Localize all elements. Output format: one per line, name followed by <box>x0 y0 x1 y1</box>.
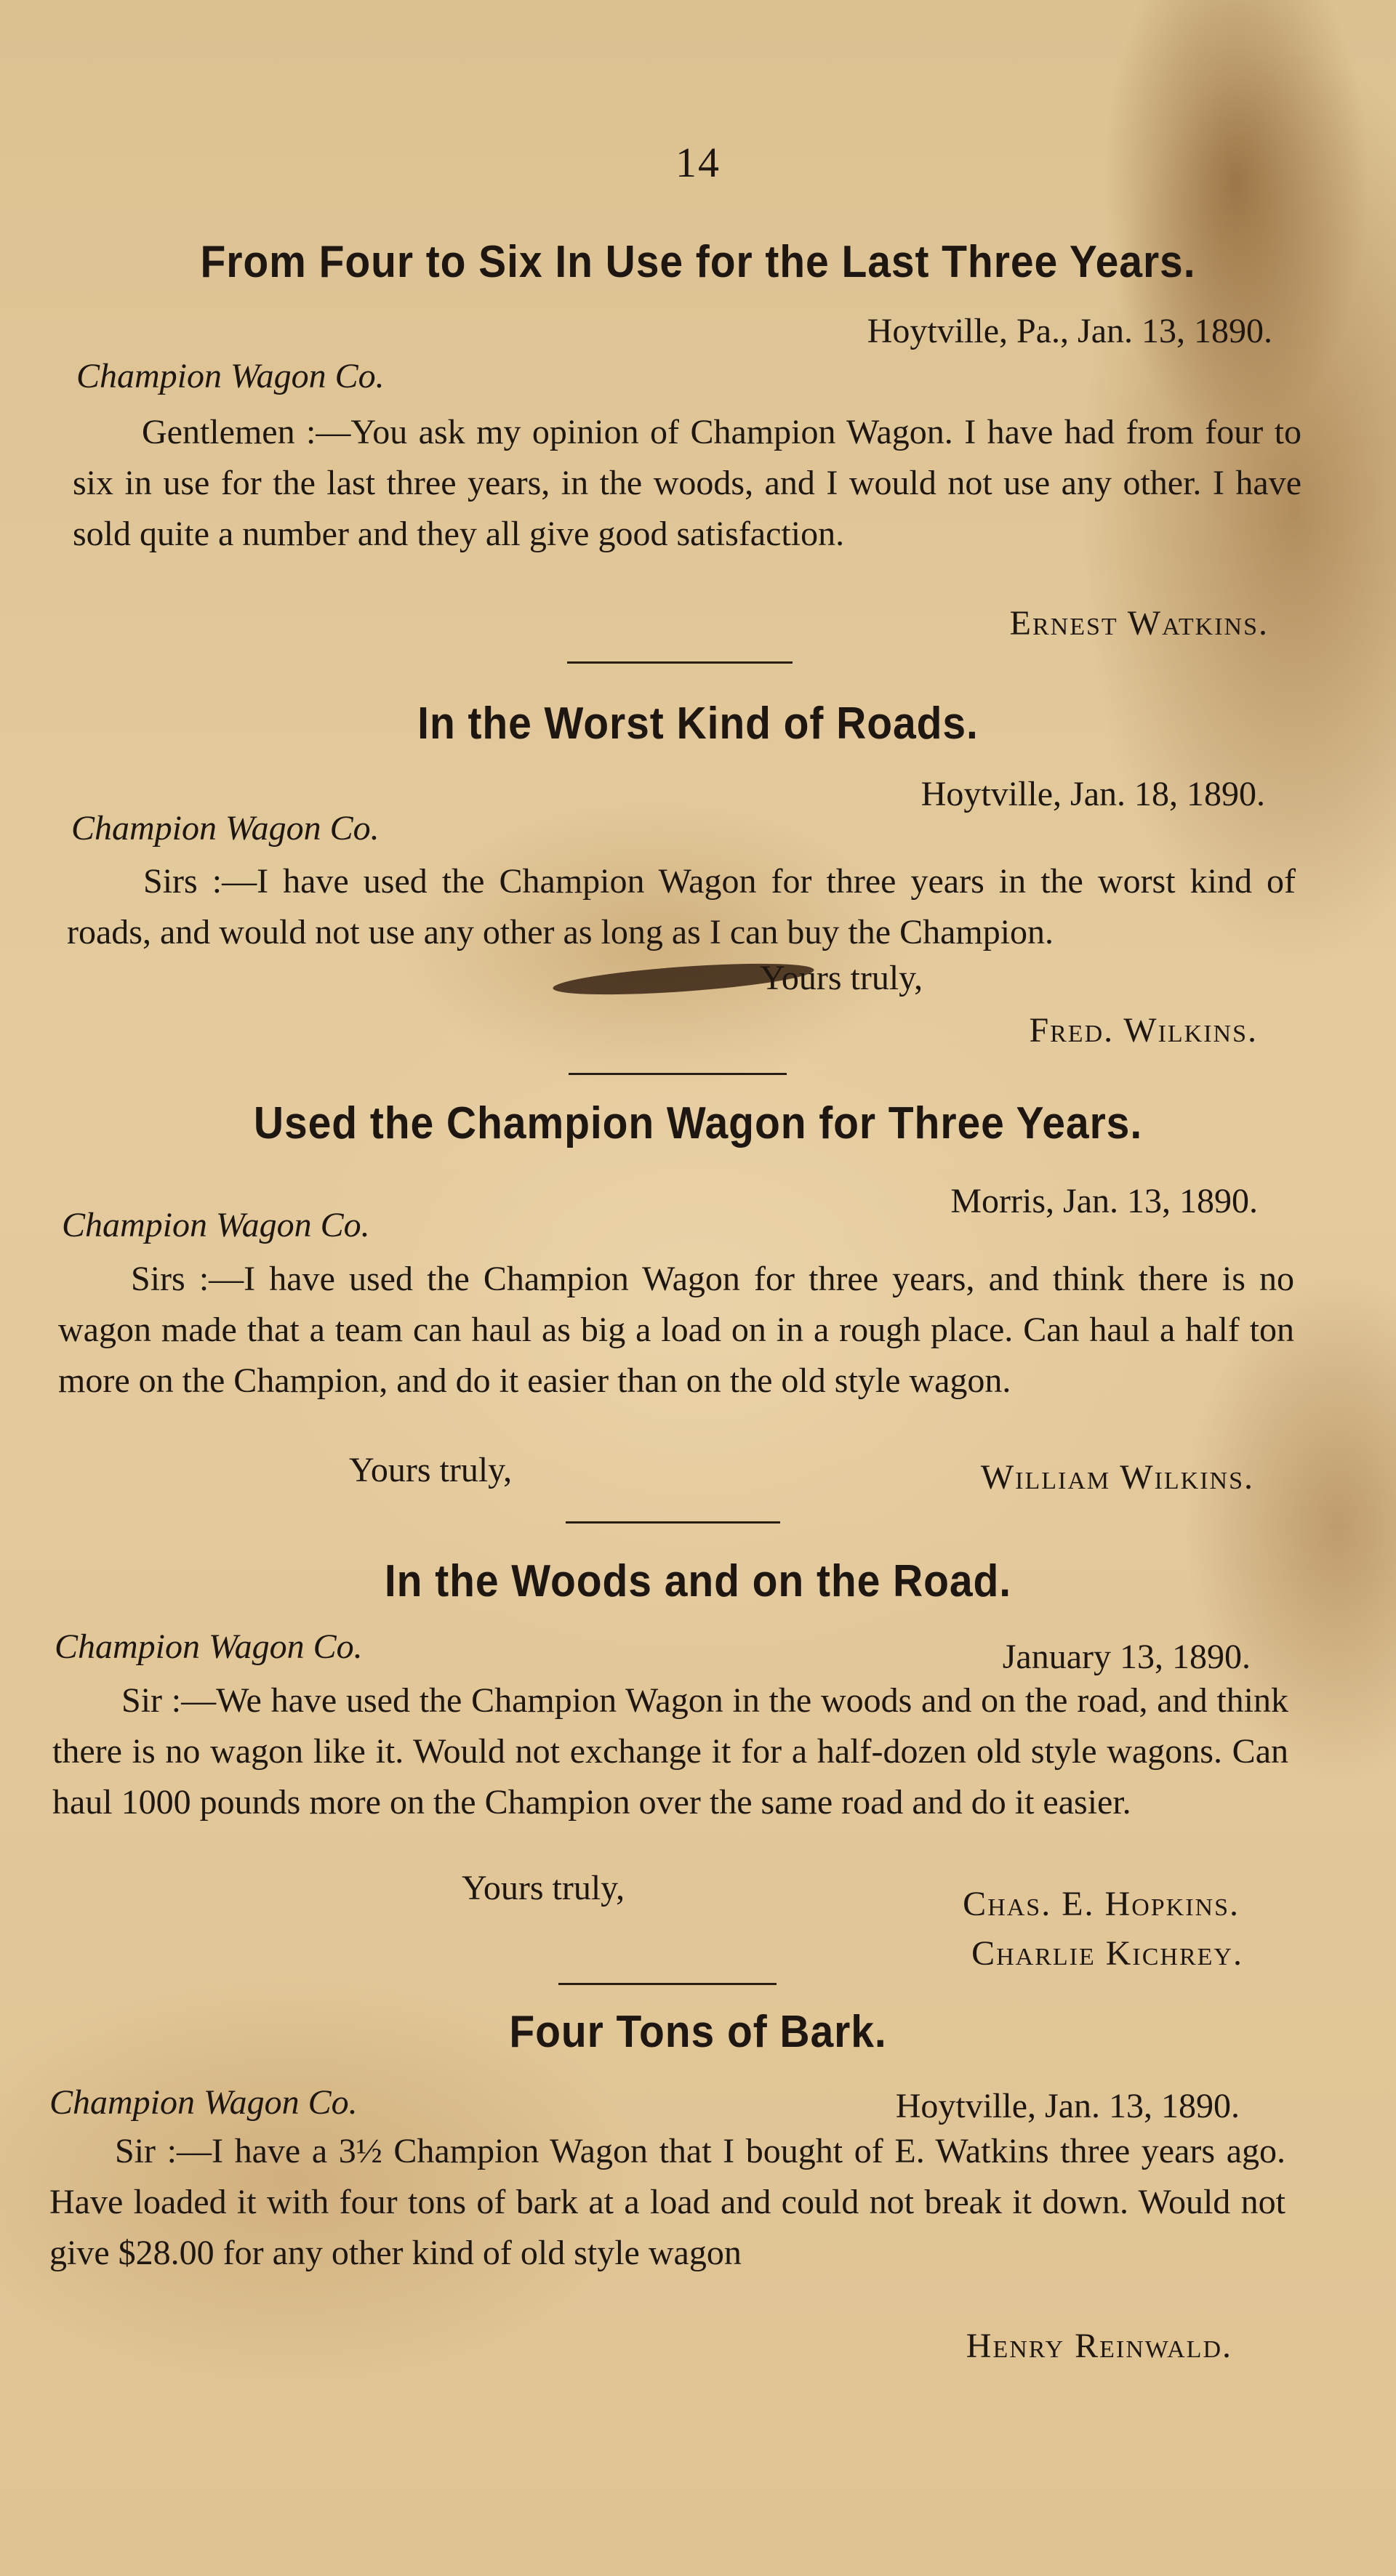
letter-5-body: Sir :—I have a 3½ Champion Wagon that I bought of E. Watkins three years ago. Have loaded it with four tons of bark at a load and could not break it down. Would not give $28.00 for any other kind of old style wagon <box>49 2132 1285 2272</box>
divider-1 <box>567 661 793 664</box>
letter-5-dateline: Hoytville, Jan. 13, 1890. <box>895 2087 1240 2125</box>
letter-4-salutation: Champion Wagon Co. <box>55 1627 363 1666</box>
letter-1-body: Gentlemen :—You ask my opinion of Champion Wagon. I have had from four to six in use for the last three years, in the woods, and I would not use any other. I have sold quite a number and they all give good satisfaction. <box>73 413 1301 553</box>
letter-3-signature: William Wilkins. <box>980 1458 1254 1497</box>
letter-5-heading: Four Tons of Bark. <box>509 2007 887 2057</box>
letter-4-closing: Yours truly, <box>462 1869 625 1907</box>
letter-4-dateline: January 13, 1890. <box>1002 1638 1251 1676</box>
letter-3-closing: Yours truly, <box>349 1451 513 1489</box>
letter-4-body: Sir :—We have used the Champion Wagon in the woods and on the road, and think there is no wagon like it. Would not exchange it for a half-dozen old style wagons. Can haul 1000 pounds more on the Champion over the same road and do it easier. <box>52 1681 1288 1822</box>
divider-4 <box>558 1983 777 1985</box>
letter-1-signature: Ernest Watkins. <box>1009 604 1269 643</box>
letter-1-salutation: Champion Wagon Co. <box>76 357 385 395</box>
letter-2-body: Sirs :—I have used the Champion Wagon for three years in the worst kind of roads, and would not use any other as long as I can buy the Champion. <box>67 862 1296 951</box>
letter-1-dateline: Hoytville, Pa., Jan. 13, 1890. <box>867 312 1272 350</box>
letter-2-salutation: Champion Wagon Co. <box>71 809 380 848</box>
letter-2-heading: In the Worst Kind of Roads. <box>417 699 979 749</box>
letter-3-heading: Used the Champion Wagon for Three Years. <box>253 1098 1143 1148</box>
letter-3-dateline: Morris, Jan. 13, 1890. <box>950 1182 1258 1220</box>
letter-5-signature: Henry Reinwald. <box>966 2327 1232 2365</box>
letter-1-heading: From Four to Six In Use for the Last Three Years. <box>200 237 1196 287</box>
letter-3-salutation: Champion Wagon Co. <box>62 1206 370 1244</box>
letter-4-heading: In the Woods and on the Road. <box>384 1556 1012 1606</box>
divider-3 <box>566 1521 780 1524</box>
letter-3-body: Sirs :—I have used the Champion Wagon for three years, and think there is no wagon made that a team can haul as big a load on in a rough place. Can haul a half ton more on the Champion, and do it easier than on the old style wagon. <box>58 1260 1294 1400</box>
letter-2-closing: Yours truly, <box>760 959 923 997</box>
letter-2-dateline: Hoytville, Jan. 18, 1890. <box>920 775 1265 813</box>
letter-2-signature: Fred. Wilkins. <box>1029 1011 1258 1050</box>
letter-5-salutation: Champion Wagon Co. <box>49 2083 358 2122</box>
letter-4-signature: Chas. E. Hopkins. <box>963 1885 1240 1923</box>
page-number: 14 <box>675 139 721 186</box>
divider-2 <box>569 1073 787 1075</box>
letter-4-signature-2: Charlie Kichrey. <box>971 1934 1243 1973</box>
